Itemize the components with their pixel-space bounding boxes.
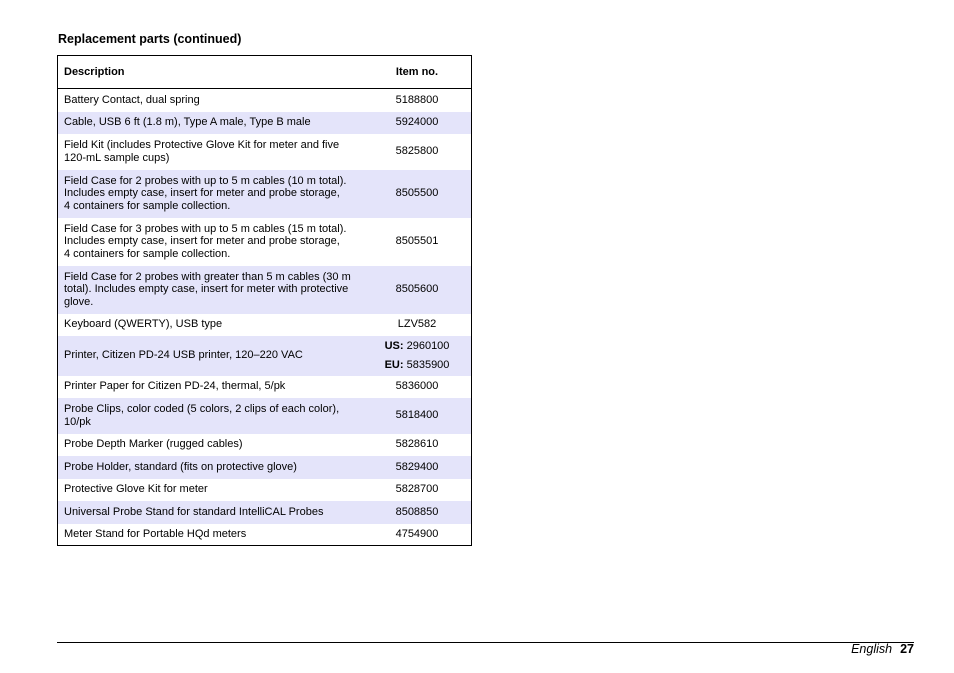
table-row <box>58 524 472 546</box>
table-row <box>58 336 472 376</box>
table-row <box>58 89 472 112</box>
row-item-number: 8505600 <box>363 266 472 314</box>
item-us-line <box>385 340 450 352</box>
column-header-item-no: Item no. <box>363 56 472 89</box>
replacement-parts-table <box>57 55 472 546</box>
item-eu-number: 5835900 <box>406 358 450 371</box>
row-item-number: LZV582 <box>397 318 437 331</box>
row-description: Meter Stand for Portable HQd meters <box>64 527 247 540</box>
table-row <box>58 398 472 434</box>
item-eu-line <box>369 359 465 372</box>
row-item-number <box>363 336 472 376</box>
item-us-number: 2960100 <box>406 339 450 352</box>
row-description: Universal Probe Stand for standard IntelliCAL Probes <box>58 501 364 524</box>
table-row <box>58 134 472 170</box>
section-heading: Replacement parts (continued) <box>58 32 242 46</box>
row-description: Field Kit (includes Protective Glove Kit for meter and five 120-mL sample cups) <box>64 138 340 164</box>
page-number: 27 <box>900 642 914 656</box>
row-description: Probe Holder, standard (fits on protective glove) <box>58 456 364 479</box>
row-description: Printer Paper for Citizen PD-24, thermal, 5/pk <box>64 380 286 393</box>
table-row <box>58 218 472 266</box>
table-row <box>58 314 472 336</box>
row-description: Keyboard (QWERTY), USB type <box>64 318 223 331</box>
row-description: Cable, USB 6 ft (1.8 m), Type A male, Type B male <box>58 112 364 134</box>
item-us-label: US: <box>384 339 404 352</box>
row-description: Field Case for 3 probes with up to 5 m cables (15 m total). Includes empty case, insert for meter and probe storage, 4 containers for sample collection. <box>64 222 347 260</box>
page-footer <box>851 642 914 656</box>
row-description: Printer, Citizen PD-24 USB printer, 120–220 VAC <box>58 336 364 376</box>
item-eu-label: EU: <box>384 358 404 371</box>
row-item-number: 5818400 <box>363 398 472 434</box>
row-item-number: 5825800 <box>395 145 439 158</box>
table-header-row <box>58 56 472 89</box>
table-row <box>58 434 472 456</box>
row-description: Field Case for 2 probes with greater than 5 m cables (30 m total). Includes empty case, insert for meter with protective glove. <box>58 266 364 314</box>
table-row <box>58 479 472 501</box>
footer-divider <box>57 642 914 643</box>
row-item-number: 8505501 <box>395 235 439 248</box>
row-item-number: 4754900 <box>395 527 439 540</box>
table-row <box>58 501 472 524</box>
row-item-number: 5188800 <box>395 93 439 106</box>
table-row <box>58 376 472 398</box>
table-row <box>58 112 472 134</box>
row-item-number: 5828700 <box>395 483 439 496</box>
row-description: Battery Contact, dual spring <box>64 93 200 106</box>
row-item-number: 8505500 <box>363 170 472 218</box>
row-description: Protective Glove Kit for meter <box>64 483 208 496</box>
row-item-number: 5828610 <box>395 438 439 451</box>
row-item-number: 5829400 <box>363 456 472 479</box>
row-description: Probe Clips, color coded (5 colors, 2 clips of each color), 10/pk <box>58 398 364 434</box>
row-item-number: 5924000 <box>363 112 472 134</box>
row-description: Probe Depth Marker (rugged cables) <box>64 438 243 451</box>
table-row <box>58 170 472 218</box>
row-item-number: 5836000 <box>395 380 439 393</box>
column-header-description: Description <box>58 56 364 89</box>
row-description: Field Case for 2 probes with up to 5 m cables (10 m total). Includes empty case, insert for meter and probe storage, 4 containers for sample collection. <box>58 170 364 218</box>
table-row <box>58 266 472 314</box>
row-item-number: 8508850 <box>363 501 472 524</box>
table-row <box>58 456 472 479</box>
footer-language: English <box>851 642 893 656</box>
